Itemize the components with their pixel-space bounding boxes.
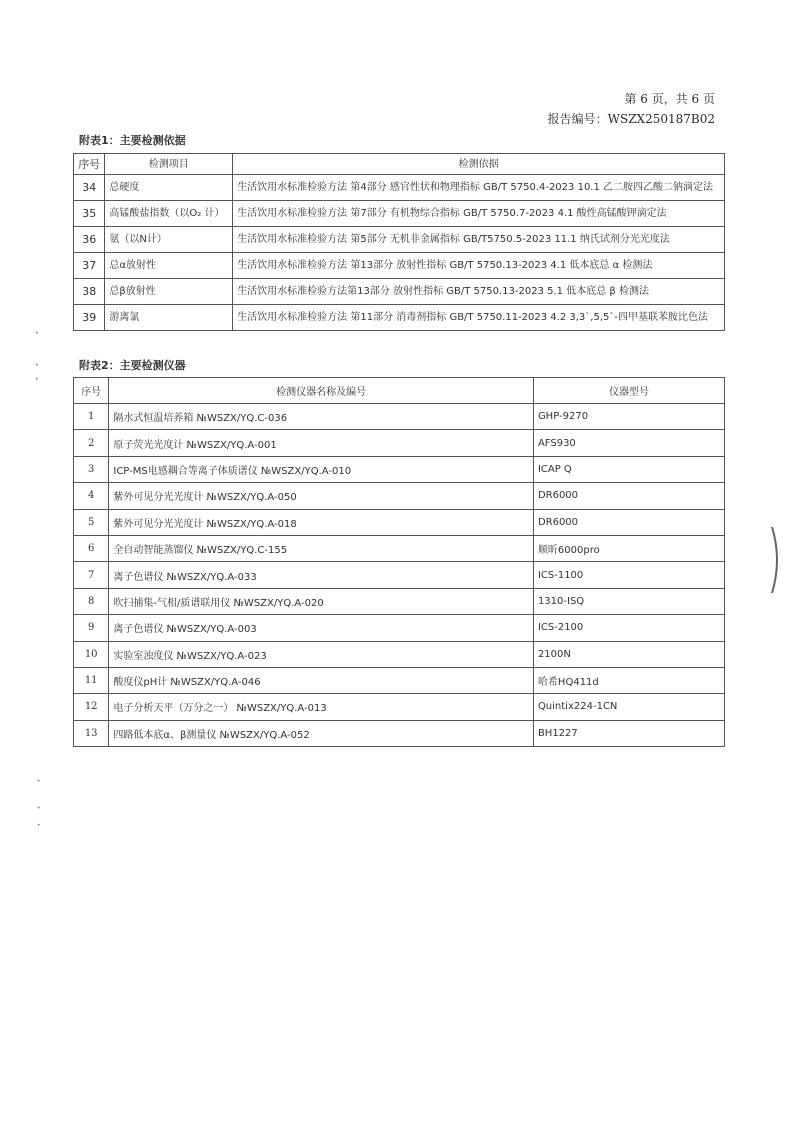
header-model: 仪器型号 — [533, 378, 724, 404]
row-no: 6 — [74, 535, 109, 561]
row-no: 5 — [74, 509, 109, 535]
row-model: 顺昕6000pro — [533, 535, 724, 561]
row-name: 离子色谱仪 №WSZX/YQ.A-003 — [109, 615, 534, 641]
row-basis: 生活饮用水标准检验方法 第13部分 放射性指标 GB/T 5750.13-2023 4.1 低本底总 α 检测法 — [233, 253, 725, 279]
row-model: 2100N — [533, 641, 724, 667]
table-row — [74, 175, 725, 201]
report-number: 报告编号：WSZX250187B02 — [547, 112, 715, 126]
table-row — [74, 509, 725, 535]
row-model: GHP-9270 — [533, 404, 724, 430]
table-row — [74, 720, 725, 746]
row-name: 全自动智能蒸馏仪 №WSZX/YQ.C-155 — [109, 535, 534, 561]
table-row — [74, 641, 725, 667]
row-name: 实验室浊度仪 №WSZX/YQ.A-023 — [109, 641, 534, 667]
instrument-table — [73, 377, 725, 747]
scan-speck: • — [35, 362, 39, 369]
header-no: 序号 — [74, 154, 105, 175]
row-item: 总硬度 — [105, 175, 233, 201]
row-basis: 生活饮用水标准检验方法 第7部分 有机物综合指标 GB/T 5750.7-2023 4.1 酸性高锰酸钾滴定法 — [233, 201, 725, 227]
row-name: 吹扫捕集-气相/质谱联用仪 №WSZX/YQ.A-020 — [109, 588, 534, 614]
row-no: 7 — [74, 562, 109, 588]
header-name: 检测仪器名称及编号 — [109, 378, 534, 404]
table-row — [74, 615, 725, 641]
table-row — [74, 279, 725, 305]
row-model: 哈希HQ411d — [533, 667, 724, 693]
row-model: BH1227 — [533, 720, 724, 746]
row-name: 紫外可见分光光度计 №WSZX/YQ.A-050 — [109, 483, 534, 509]
table2-title: 附表2：主要检测仪器 — [79, 359, 186, 372]
row-no: 3 — [74, 456, 109, 482]
row-no: 1 — [74, 404, 109, 430]
table-row — [74, 535, 725, 561]
row-name: 隔水式恒温培养箱 №WSZX/YQ.C-036 — [109, 404, 534, 430]
row-basis: 生活饮用水标准检验方法 第5部分 无机非金属指标 GB/T5750.5-2023 11.1 纳氏试剂分光光度法 — [233, 227, 725, 253]
scan-speck: • — [35, 376, 39, 383]
row-name: 四路低本底α、β测量仪 №WSZX/YQ.A-052 — [109, 720, 534, 746]
row-model: AFS930 — [533, 430, 724, 456]
table-row — [74, 588, 725, 614]
table-header-row — [74, 378, 725, 404]
row-no: 39 — [74, 305, 105, 331]
row-name: ICP-MS电感耦合等离子体质谱仪 №WSZX/YQ.A-010 — [109, 456, 534, 482]
row-basis: 生活饮用水标准检验方法第13部分 放射性指标 GB/T 5750.13-2023 5.1 低本底总 β 检测法 — [233, 279, 725, 305]
row-no: 9 — [74, 615, 109, 641]
table-header-row — [74, 154, 725, 175]
row-name: 酸度仪pH计 №WSZX/YQ.A-046 — [109, 667, 534, 693]
row-no: 34 — [74, 175, 105, 201]
row-no: 10 — [74, 641, 109, 667]
row-model: Quintix224-1CN — [533, 694, 724, 720]
row-model: ICS-1100 — [533, 562, 724, 588]
row-no: 35 — [74, 201, 105, 227]
table-row — [74, 562, 725, 588]
table1-title: 附表1：主要检测依据 — [79, 134, 186, 147]
row-model: DR6000 — [533, 483, 724, 509]
table-row — [74, 227, 725, 253]
table-row — [74, 201, 725, 227]
header-no: 序号 — [74, 378, 109, 404]
row-item: 总α放射性 — [105, 253, 233, 279]
row-name: 紫外可见分光光度计 №WSZX/YQ.A-018 — [109, 509, 534, 535]
testing-basis-table — [73, 153, 725, 331]
page-number: 第 6 页，共 6 页 — [624, 92, 715, 106]
table-row — [74, 253, 725, 279]
table-row — [74, 667, 725, 693]
scan-speck: • — [37, 805, 41, 812]
row-model: ICS-2100 — [533, 615, 724, 641]
table-row — [74, 430, 725, 456]
table-row — [74, 456, 725, 482]
scan-speck: • — [37, 778, 41, 785]
row-model: 1310-ISQ — [533, 588, 724, 614]
table-row — [74, 694, 725, 720]
row-no: 13 — [74, 720, 109, 746]
row-name: 离子色谱仪 №WSZX/YQ.A-033 — [109, 562, 534, 588]
table-row — [74, 404, 725, 430]
row-model: ICAP Q — [533, 456, 724, 482]
row-no: 12 — [74, 694, 109, 720]
row-item: 高锰酸盐指数（以O₂ 计） — [105, 201, 233, 227]
row-no: 11 — [74, 667, 109, 693]
table-row — [74, 483, 725, 509]
binding-edge-mark — [770, 525, 784, 595]
row-no: 8 — [74, 588, 109, 614]
table-row — [74, 305, 725, 331]
row-name: 电子分析天平（万分之一） №WSZX/YQ.A-013 — [109, 694, 534, 720]
header-basis: 检测依据 — [233, 154, 725, 175]
row-no: 37 — [74, 253, 105, 279]
row-item: 游离氯 — [105, 305, 233, 331]
row-basis: 生活饮用水标准检验方法 第11部分 消毒剂指标 GB/T 5750.11-2023 4.2 3,3`,5,5`-四甲基联苯胺比色法 — [233, 305, 725, 331]
row-item: 总β放射性 — [105, 279, 233, 305]
scan-speck: • — [35, 330, 39, 337]
row-no: 4 — [74, 483, 109, 509]
row-no: 38 — [74, 279, 105, 305]
row-basis: 生活饮用水标准检验方法 第4部分 感官性状和物理指标 GB/T 5750.4-2023 10.1 乙二胺四乙酸二钠滴定法 — [233, 175, 725, 201]
page-header — [548, 89, 715, 129]
row-no: 2 — [74, 430, 109, 456]
row-name: 原子荧光光度计 №WSZX/YQ.A-001 — [109, 430, 534, 456]
scan-speck: • — [37, 822, 41, 829]
row-model: DR6000 — [533, 509, 724, 535]
row-item: 氨（以N计） — [105, 227, 233, 253]
header-item: 检测项目 — [105, 154, 233, 175]
row-no: 36 — [74, 227, 105, 253]
